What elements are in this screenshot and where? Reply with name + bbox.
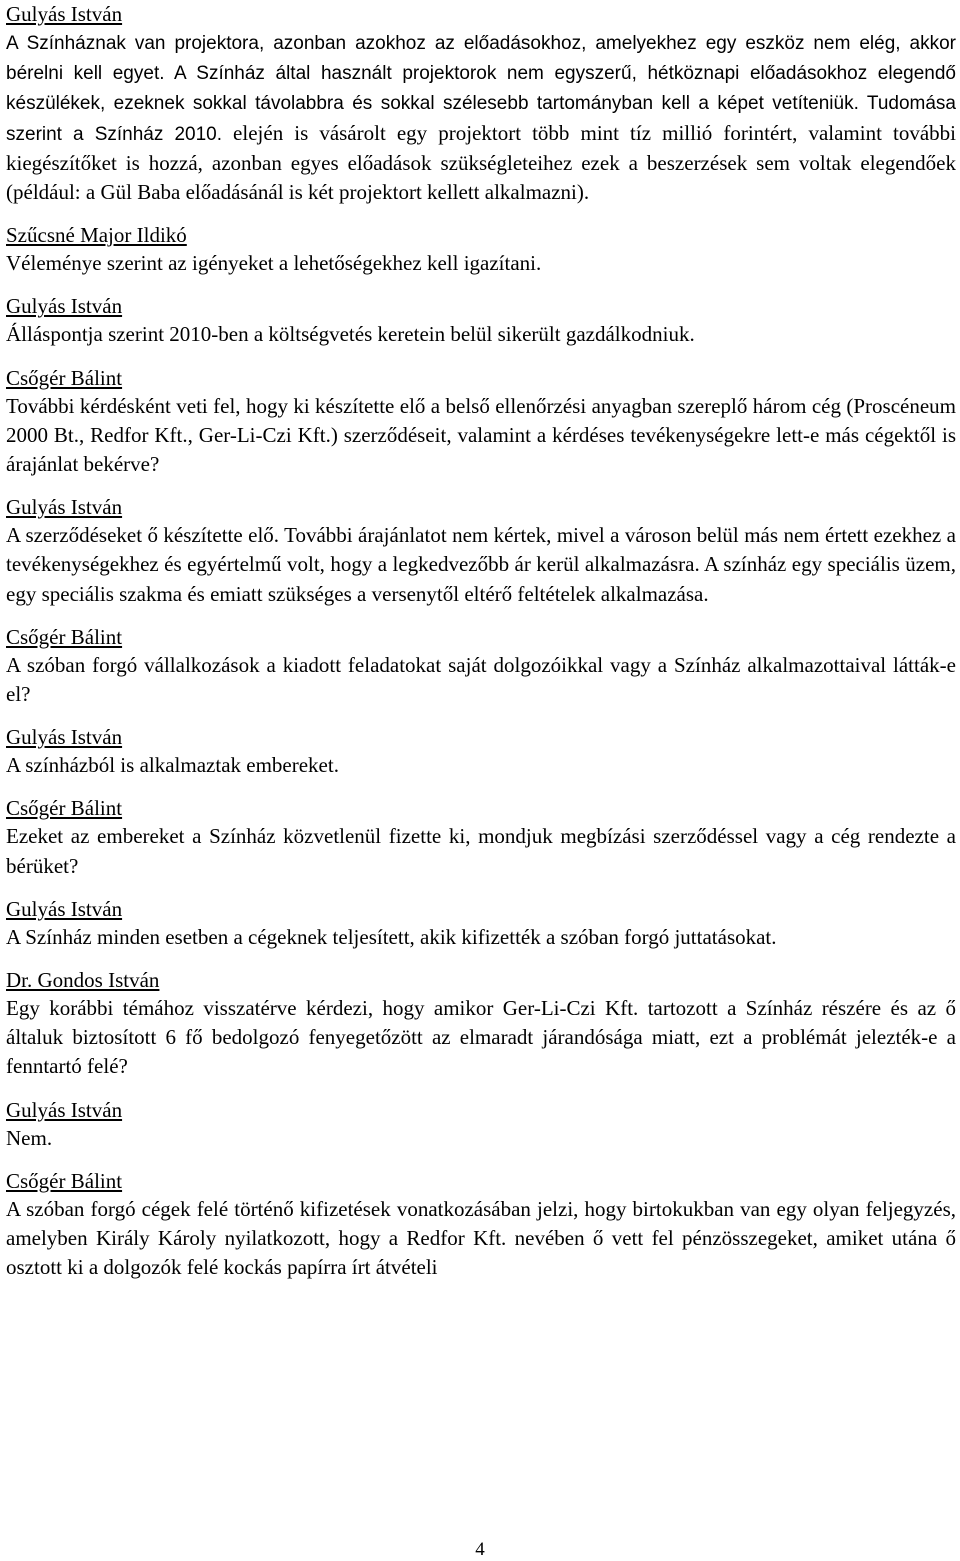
statement-block [6, 493, 956, 609]
statement-text: A szóban forgó vállalkozások a kiadott feladatokat saját dolgozóikkal vagy a Színház alkalmazottaival látták-e el? [6, 652, 956, 707]
speaker-name: Szűcsné Major Ildikó [6, 223, 187, 248]
statement-text: Egy korábbi témához visszatérve kérdezi, hogy amikor Ger-Li-Czi Kft. tartozott a Színház részére és az ő általuk biztosított 6 fő bedolgozó fenyegetőzött az elmaradt járandósága miatt, ezt a problémát jelezték-e a fenntartó felé? [6, 996, 956, 1079]
statement-block [6, 292, 956, 349]
statement-text: Nem. [6, 1125, 53, 1150]
page-number: 4 [475, 1539, 485, 1560]
statement-text: Véleménye szerint az igényeket a lehetőségekhez kell igazítani. [6, 251, 542, 276]
speaker-name: Gulyás István [6, 495, 123, 520]
statement-text [6, 28, 956, 207]
statement-text: Álláspontja szerint 2010-ben a költségvetés keretein belül sikerült gazdálkodniuk. [6, 322, 695, 347]
statement-text-part-serif: elején is vásárolt egy projektort több mint tíz millió forintért, valamint további kiegészítőket is hozzá, azonban egyes előadások szükségleteihez ezek a beszerzések sem voltak elegendőek (például: a Gül Baba előadásánál is két projektort kellett alkalmazni). [6, 120, 956, 205]
speaker-name: Csőgér Bálint [6, 796, 123, 821]
statement-text: Ezeket az embereket a Színház közvetlenül fizette ki, mondjuk megbízási szerződéssel vagy a cég rendezte a bérüket? [6, 824, 956, 878]
statement-text: A színházból is alkalmaztak embereket. [6, 753, 339, 778]
statement-block [6, 364, 956, 480]
statement-text-part-sans: A Színháznak van projektora, azonban azokhoz az előadásokhoz, amelyekhez egy eszköz nem elég, akkor bérelni kell egyet. A Színház által használt projektorok nem egyszerű, hétköznapi előadásokhoz elegendő készülékek, ezeknek sokkal távolabbra és sokkal szélesebb tartományban kell a képet vetíteniük. Tudomása szerint a Színház 2010. [6, 33, 956, 145]
speaker-name: Gulyás István [6, 896, 123, 921]
statement-block [6, 0, 956, 207]
statement-text: A szerződéseket ő készítette elő. További árajánlatot nem kértek, mivel a városon belül más nem értett ezekhez a tevékenységekhez és egyértelmű volt, hogy a legkedvezőbb ár kerül alkalmazásra. A színház egy speciális üzem, egy speciális szakma és emiatt szükséges a versenytől eltérő feltételek alkalmazása. [6, 523, 956, 606]
statement-block [6, 895, 956, 952]
statement-block [6, 723, 956, 780]
speaker-name: Csőgér Bálint [6, 1168, 123, 1193]
speaker-name: Gulyás István [6, 1097, 123, 1122]
statement-block [6, 966, 956, 1082]
document-page [6, 0, 956, 1296]
speaker-name: Gulyás István [6, 2, 123, 26]
statement-text: A szóban forgó cégek felé történő kifizetések vonatkozásában jelzi, hogy birtokukban van egy olyan feljegyzés, amelyben Király Károly nyilatkozott, hogy a Redfor Kft. nevében ő vett fel pénzösszegeket, amiket utána ő osztott ki a dolgozók felé kockás papírra írt átvételi [6, 1196, 956, 1280]
speaker-name: Gulyás István [6, 725, 123, 750]
speaker-name: Csőgér Bálint [6, 624, 123, 649]
speaker-name: Dr. Gondos István [6, 968, 160, 993]
speaker-name: Csőgér Bálint [6, 365, 123, 390]
statement-block [6, 1167, 956, 1283]
statement-text: A Színház minden esetben a cégeknek teljesített, akik kifizették a szóban forgó juttatásokat. [6, 924, 777, 949]
statement-block [6, 1096, 956, 1153]
statement-text: További kérdésként veti fel, hogy ki készítette elő a belső ellenőrzési anyagban szereplő három cég (Proscéneum 2000 Bt., Redfor Kft., Ger-Li-Czi Kft.) szerződéseit, valamint a kérdéses tevékenységekre lett-e más cégektől is árajánlat bekérve? [6, 393, 956, 477]
speaker-name: Gulyás István [6, 294, 123, 319]
statement-block [6, 221, 956, 278]
statement-block [6, 794, 956, 880]
statement-block [6, 623, 956, 709]
